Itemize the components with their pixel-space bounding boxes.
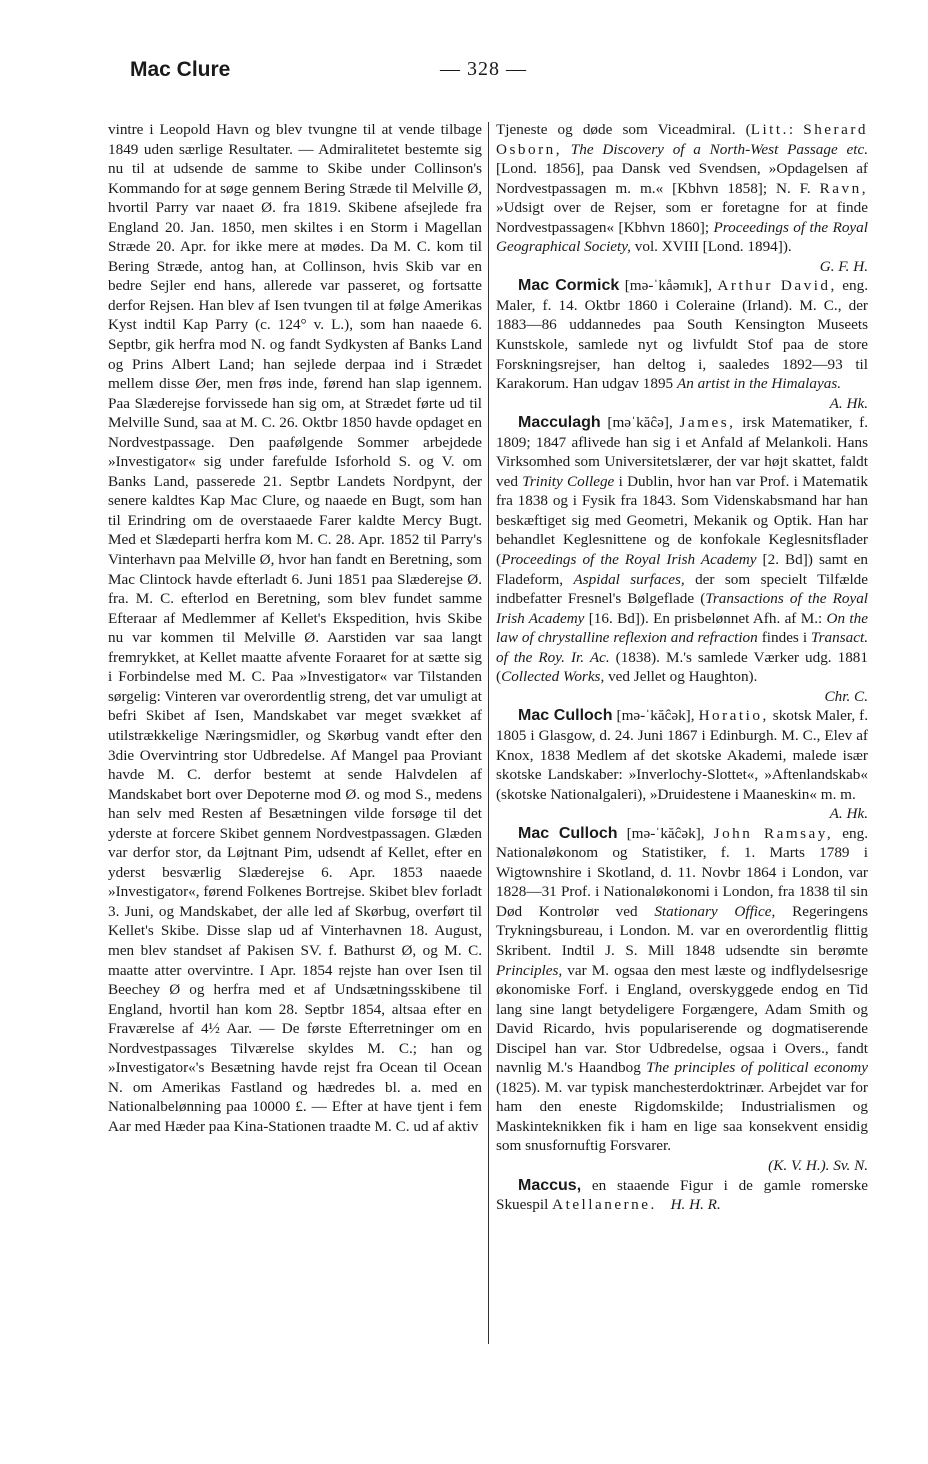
- entry-headword: Mac Culloch: [518, 707, 613, 725]
- italic-title: Transactions of the Royal Irish Academy: [496, 590, 869, 627]
- entry-body: [16. Bd]). En prisbelønnet Afh. af M.:: [584, 609, 827, 627]
- entry-mac-culloch-john: [496, 824, 868, 1176]
- author-signature: A. Hk.: [829, 394, 868, 412]
- entry-body: i Dublin, hvor han var Prof. i Matematik fra 1838 og i Fysik fra 1843. Som Videnskabsmand har han beskæftiget sig med Geometri, Mekanik og Optik. Han har behandlet Keglesnittene og de konfokale Keglesnitsflader (: [496, 472, 868, 569]
- italic-title: Aspidal surfaces,: [573, 570, 685, 588]
- entry-body: [2. Bd]) samt en Fladeform,: [496, 551, 869, 588]
- continuation-paragraph: [496, 120, 868, 276]
- text: »Udsigt over de Rejser, som er foretagne for at finde Nordvestpassagen« [Kbhvn 1860];: [496, 199, 868, 236]
- person-name: Arthur David,: [717, 277, 837, 295]
- entry-headword: Macculagh: [518, 414, 601, 432]
- italic-title: Proceedings of the Royal Irish Academy: [501, 551, 757, 569]
- entry-headword: Maccus,: [518, 1176, 582, 1194]
- left-column: [108, 120, 482, 1136]
- author-signature: A. Hk.: [829, 805, 868, 823]
- right-column: [496, 120, 868, 1215]
- author-signature: H. H. R.: [670, 1196, 721, 1214]
- left-column-text: vintre i Leopold Havn og blev tvungne til at vende tilbage 1849 uden særlige Resultater. — Admiralitetet bestemte sig nu til at udsende de samme to Skibe under Collinson's Kommando for at søge gennem Bering Stræde til Melville Ø, hvortil Parry var naaet Ø. fra 1819. Skibene afsejlede fra England 20. Jan. 1850, men skiltes i en Storm i Magellan Stræde 20. Apr. for ikke mere at mødes. Da M. C. kom til Bering Stræde, antog han, at Collinson, hvis Skib var en bedre Sejler end hans, allerede var passeret, og fortsatte derfor Rejsen. Han blev af Isen tvungen til at følge Amerikas Kyst indtil Kap Parry (c. 124° v. L.), som han naaede 6. Septbr, gik herfra mod N. og fandt Sydkysten af Banks Land og Prins Albert Land; han sejlede derpaa ind i Strædet mellem disse Øer, men frøs inde, førend han slap igennem. Paa Slæderejse forvissede han sig om, at Strædet førte ud til Melville Sund, saa at M. C. 26. Oktbr 1850 havde opdaget en Nordvestpassage. Den paafølgende Sommer arbejdede »Investigator« sig under farefulde Isforhold S. og V. om Banks Land, passerede 21. Septbr Landets Nordpynt, der senere kaldtes Kap Mac Clure, og naaede en Bugt, som han til Erindring om de overstaaede Farer kaldte Mercy Bugt. Med et Slædeparti herfra kom M. C. 28. Apr. 1852 til Parry's Vinterhavn paa Melville Ø, hvor han fandt en Beretning, som Mac Clintock havde efterladt 6. Juni 1851 paa Slæderejse Ø. fra. M. C. efterlod en Beretning, som blev fundet samme Efteraar af Medlemmer af Kellet's Ekspedition, hvis Skibe nu var kommen til Melville Ø. Aarstiden var saa langt fremrykket, at Kellet maatte afvente Foraaret for at sætte sig i Forbindelse med M. C. Paa »Investigator« var Tilstanden sørgelig: Vinteren var overordentlig streng, det var umuligt at befri Skibet af Isen, Mandskabet var meget svækket af utilstrækkelige Næringsmidler, og Skørbug vandt efter den 3die Overvintring stor Udbredelse. Af Mangel paa Proviant havde M. C. derfor bestemt at sende Halvdelen af Mandskabet bort over Depoterne mod Ø. og mod S., medens han selv med Resten af Besætningen vilde forsøge til det yderste at forcere Skibet gennem Nordvestpassagen. Glæden var derfor stor, da Løjtnant Pim, udsendt af Kellet, efter en yderst besværlig Slæderejse 6. Apr. 1853 naaede »Investigator«, førend Folkenes Bortrejse. Skibet blev forladt 3. Juni, og Mandskabet, der alle led af Skørbug, overført til Kellet's Skibe. Disse slap ud af Vinterhavnen 18. August, men blev standset af Pakisen SV. f. Bathurst Ø, og M. C. maatte atter overvintre. I Apr. 1854 rejste han over Isen til Beechey Ø og herfra med et af Undsætningsskibene til England, hvortil han kom 28. Septbr 1854, altsaa efter en Fraværelse af 4½ Aar. — De første Efterretninger om en Nordvestpassages Tilværelse skyldes M. C.; han og »Investigator«'s Besætning havde rejst fra Ocean til Ocean N. om Amerikas Fastland og hædredes bl. a. med en Nationalbelønning paa 10000 £. — Efter at have tjent i fem Aar med Hæder paa Kina-Stationen traadte M. C. ud af aktiv: [108, 121, 482, 1135]
- column-divider: [488, 122, 489, 1344]
- book-title: Proceedings of the Royal Geographical Society,: [496, 218, 868, 256]
- italic-title: On the law of chrystalline reflexion and refraction: [496, 609, 868, 647]
- text: [Lond. 1856], paa Dansk ved Svendsen, »Opdagelsen af Nordvestpassagen m. m.« [Kbhvn 1858]; N. F.: [496, 160, 868, 197]
- entry-mac-cormick: [496, 276, 868, 413]
- entry-body: (1838). M.'s samlede Værker udg. 1881 (: [496, 648, 868, 686]
- italic-title: Collected Works,: [501, 668, 605, 686]
- italic-title: Transact. of the Roy. Ir. Ac.: [496, 629, 868, 666]
- entry-mac-culloch-horatio: [496, 706, 868, 823]
- litt-label: Litt.: [750, 121, 789, 138]
- person-name: James,: [679, 414, 736, 432]
- italic-title: Trinity College: [522, 472, 615, 490]
- page-number: — 328 —: [440, 58, 527, 80]
- author-signature: G. F. H.: [819, 257, 868, 275]
- entry-headword: Mac Culloch: [518, 824, 618, 842]
- pronunciation: [mə-ˈkăĉək],: [612, 707, 699, 725]
- italic-title: The principles of political economy: [646, 1059, 869, 1077]
- entry-body: en staaende Figur i de gamle romerske Skuespil: [496, 1176, 868, 1214]
- pronunciation: [mə-ˈkåəmık],: [619, 277, 718, 295]
- text: Tjeneste og døde som Viceadmiral. (: [496, 121, 751, 138]
- entry-body: eng. Maler, f. 14. Oktbr 1860 i Coleraine (Irland). M. C., der 1883—86 uddannedes paa South Kensington Museets Kunstskole, samlede nyt og livfuldt Stof paa de store Forskningsrejser, han deltog i, saaledes 1892—93 til Karakorum. Han udgav 1895: [496, 277, 868, 393]
- person-name: Horatio,: [698, 707, 769, 725]
- play-name: Atellanerne.: [552, 1196, 657, 1214]
- text: vol. XVIII [Lond. 1894]).: [630, 238, 792, 256]
- entry-body: Regeringens Trykningsbureau, i London. M. var en overordentlig flittig Skribent. Indtil J. S. Mill 1848 udsendte sin berømte: [496, 902, 868, 959]
- entry-macculagh: [496, 413, 868, 706]
- text: :: [788, 121, 804, 138]
- italic-title: Principles,: [496, 961, 563, 979]
- book-title: An artist in the Himalayas.: [676, 375, 842, 393]
- entry-maccus: [496, 1176, 868, 1215]
- book-title: The Discovery of a North-West Passage etc.: [562, 140, 868, 158]
- entry-body: ved Jellet og Haughton).: [604, 668, 758, 686]
- entry-body: skotsk Maler, f. 1805 i Glasgow, d. 24. Juni 1867 i Edinburgh. M. C., Elev af Knox, 1838 Medlem af det skotske Akademi, malede især skotske Landskaber: »Inverlochy-Slottet«, »Aftenlandskab« (skotske Nationalgaleri), »Druidestene i Maaneskin« m. m.: [496, 707, 869, 803]
- entry-headword: Mac Cormick: [518, 277, 620, 295]
- author-signature: (K. V. H.). Sv. N.: [768, 1156, 868, 1174]
- entry-body: var M. ogsaa den mest læste og indflydelsesrige økonomiske Forf. i England, overskyggede endog en Tid lang sine langt betydeligere Forgængere, Adam Smith og David Ricardo, hvis populariserende og dogmatiserende Discipel han var. Stor Udbredelse, ogsaa i Overs., fandt navnlig M.'s Haandbog: [496, 961, 868, 1077]
- entry-body: (1825). M. var typisk manchesterdoktrinær. Arbejdet var for ham den eneste Rigdomskilde; Industrialismen og Maskinteknikken fik i ham en lige saa konsekvent ensidig som snusfornuftig Forsvarer.: [496, 1078, 868, 1155]
- entry-body: irsk Matematiker, f. 1809; 1847 aflivede han sig i et Anfald af Melankoli. Hans Virksomhed som Universitetslærer, der var højt skattet, faldt ved: [496, 414, 868, 490]
- author-name: Sherard Osborn,: [496, 121, 868, 158]
- author-name: Ravn,: [819, 179, 868, 197]
- italic-title: Stationary Office,: [654, 902, 776, 920]
- pronunciation: [mə-ˈkăĉək],: [617, 824, 714, 842]
- page-header: [100, 58, 870, 92]
- entry-body: der som specielt Tilfælde indbefatter Fresnel's Bølgeflade (: [496, 570, 869, 608]
- running-headword: Mac Clure: [130, 58, 231, 81]
- entry-body: eng. Nationaløkonom og Statistiker, f. 1. Marts 1789 i Wigtownshire i Skotland, d. 11. Novbr 1864 i London, var 1828—31 Prof. i Nationaløkonomi i London, fra 1838 til sin Død Kontrolør ved: [496, 824, 868, 920]
- entry-body: findes i: [757, 629, 812, 647]
- pronunciation: [məˈkăĉə],: [600, 414, 680, 432]
- author-signature: Chr. C.: [824, 687, 868, 705]
- person-name: John Ramsay,: [713, 824, 834, 842]
